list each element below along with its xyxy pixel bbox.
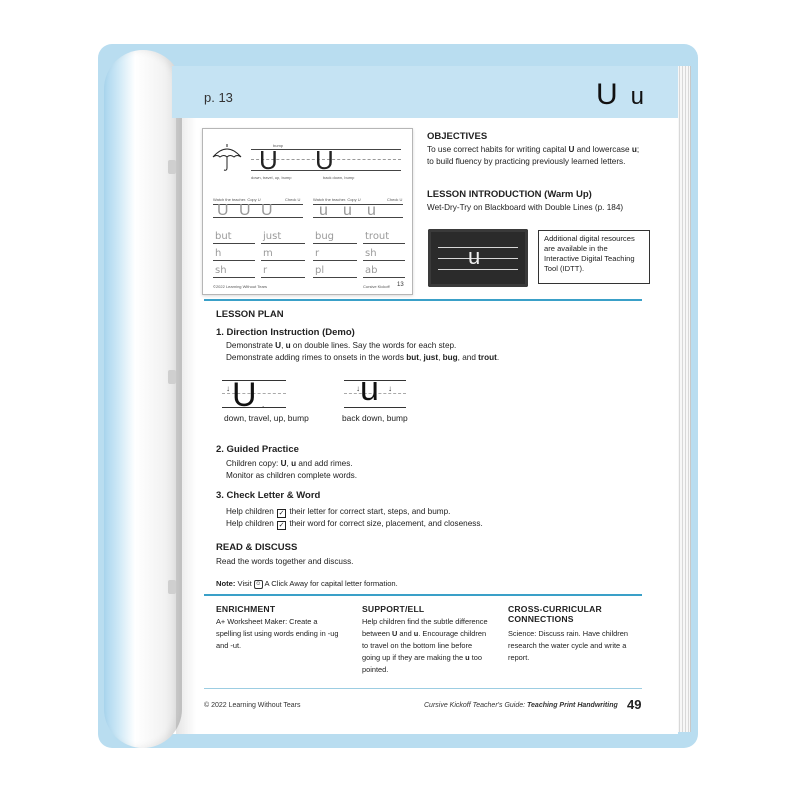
step3-line1: Help children ✓ their letter for correct start, steps, and bump. <box>226 507 451 517</box>
note: Note: Visit ☺ A Click Away for capital letter formation. <box>216 579 398 588</box>
blackboard-image: u <box>428 229 528 287</box>
click-away-icon: ☺ <box>255 580 262 587</box>
binding-clip <box>168 580 176 594</box>
support-title: SUPPORT/ELL <box>362 604 425 614</box>
checkbox-icon: ✓ <box>278 522 285 529</box>
enrichment-text: A+ Worksheet Maker: Create a spelling list using words ending in -ug and -ut. <box>216 617 339 650</box>
step2-line1: Children copy: U, u and add rimes. <box>226 459 353 468</box>
section-divider <box>204 299 642 301</box>
step2-line2: Monitor as children complete words. <box>226 471 358 480</box>
footer-guide-title: Cursive Kickoff Teacher's Guide: Teaching Print Handwriting <box>424 702 618 709</box>
checkbox-icon: ✓ <box>278 510 285 517</box>
page-number: 49 <box>627 697 642 712</box>
spine-shadow <box>176 66 196 734</box>
lesson-plan-title: LESSON PLAN <box>216 309 284 320</box>
lesson-intro-title: LESSON INTRODUCTION (Warm Up) <box>427 189 592 200</box>
lowercase-letter: u <box>630 83 646 110</box>
worksheet-thumbnail: U U bump down, travel, up, bump back down, bump Watch the teacher. Copy U Watch the teacher. Copy U Check U Check U U U U u u u but h sh just m r bug r pl trout sh ab ©2022 Learning Without Tears Cursive Kickoff 13 <box>202 128 413 295</box>
step2-title: 2. Guided Practice <box>216 444 299 455</box>
enrichment-title: ENRICHMENT <box>216 604 276 614</box>
book-spine <box>104 50 182 748</box>
umbrella-icon <box>211 143 243 173</box>
step3-title: 3. Check Letter & Word <box>216 490 321 501</box>
step1-line2: Demonstrate adding rimes to onsets in the words but, just, bug, and trout. <box>226 353 500 362</box>
lowercase-u-caption: back down, bump <box>342 413 408 423</box>
binding-clip <box>168 160 176 174</box>
cross-curricular-text: Science: Discuss rain. Have children research the water cycle and write a report. <box>508 629 628 662</box>
capital-letter: U <box>596 78 619 111</box>
digital-resources-box: Additional digital resources are available in the Interactive Digital Teaching Tool (IDTT). <box>538 230 650 284</box>
footer-divider <box>204 688 642 689</box>
step1-line1: Demonstrate U, u on double lines. Say the words for each step. <box>226 341 457 350</box>
student-page-ref: p. 13 <box>204 90 233 105</box>
binding-clip <box>168 370 176 384</box>
section-divider <box>204 594 642 596</box>
lesson-intro-text: Wet-Dry-Try on Blackboard with Double Lines (p. 184) <box>427 203 624 212</box>
capital-u-caption: down, travel, up, bump <box>224 413 309 423</box>
cross-curricular-title: CROSS-CURRICULAR CONNECTIONS <box>508 604 602 624</box>
footer-copyright: © 2022 Learning Without Tears <box>204 702 301 709</box>
letter-title <box>596 78 645 112</box>
read-discuss-text: Read the words together and discuss. <box>216 557 354 566</box>
objectives-title: OBJECTIVES <box>427 131 488 142</box>
read-discuss-title: READ & DISCUSS <box>216 542 298 553</box>
step3-line2: Help children ✓ their word for correct size, placement, and closeness. <box>226 519 483 529</box>
page-edges <box>676 66 691 732</box>
objectives-text: To use correct habits for writing capital U and lowercase u; to build fluency by practicing previously learned letters. <box>427 145 640 166</box>
support-text: Help children find the subtle difference between U and u. Encourage children to travel on the bottom line before going up if they are making the u too pointed. <box>362 617 488 674</box>
step1-title: 1. Direction Instruction (Demo) <box>216 327 355 338</box>
